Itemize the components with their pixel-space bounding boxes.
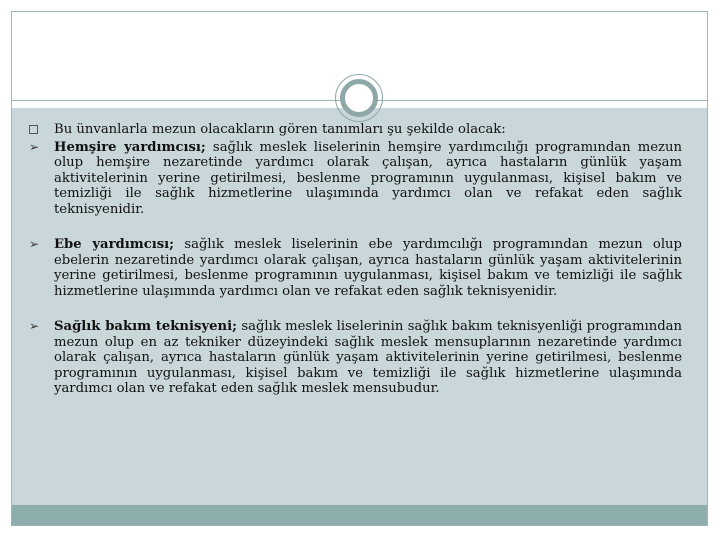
term-description: sağlık meslek liselerinin hemşire yardımcılığı programından mezun olup hemşire nezaretinde yardımcı olarak çalışan, ayrıca hastaların günlük yaşam aktivitelerinin yerine getirilmesi, beslenme programının uygulanması, kişisel bakım ve temizliği ile sağlık hizmetlerine ulaşımında yardımcı olan ve refakat eden sağlık teknisyenidir. — [54, 139, 682, 217]
term-description: sağlık meslek liselerinin sağlık bakım teknisyenliği programından mezun olup en az tekniker düzeyindeki sağlık meslek mensuplarının nezaretinde yardımcı olarak çalışan, ayrıca hastaların günlük yaşam aktivitelerinin yerine getirilmesi, beslenme programının uygulanması, kişisel bakım ve temizliği ile sağlık hizmetlerine ulaşımında yardımcı olan ve refakat eden sağlık meslek mensubudur. — [54, 319, 682, 396]
arrow-bullet-icon: ➢ — [29, 139, 40, 154]
term-description: sağlık meslek liselerinin ebe yardımcılığı programından mezun olup ebelerin nezaretinde yardımcı olarak çalışan, ayrıca hastaların günlük yaşam aktivitelerinin yerine getirilmesi, beslenme programının uygulanması, kişisel bakım ve temizliği ile sağlık hizmetlerine ulaşımında yardımcı olan ve refakat eden sağlık teknisyenidir. — [54, 237, 682, 299]
list-item-saglik-bakim-teknisyeni — [30, 319, 682, 397]
arrow-bullet-icon: ➢ — [29, 319, 40, 333]
intro-text: Bu ünvanlarla mezun olacakların gören tanımları şu şekilde olacak: — [54, 122, 506, 137]
term-label: Hemşire yardımcısı; — [54, 139, 206, 155]
list-item-ebe-yardimcisi — [30, 237, 682, 299]
footer-bar — [12, 505, 707, 525]
checkbox-bullet-icon — [29, 122, 38, 139]
list-item-hemsire-yardimcisi — [30, 140, 682, 218]
slide-body — [30, 122, 682, 397]
term-label: Ebe yardımcısı; — [54, 237, 175, 252]
arrow-bullet-icon: ➢ — [29, 237, 40, 251]
intro-item — [30, 122, 682, 138]
decorative-circle-icon — [340, 79, 378, 117]
term-label: Sağlık bakım teknisyeni; — [54, 319, 237, 334]
